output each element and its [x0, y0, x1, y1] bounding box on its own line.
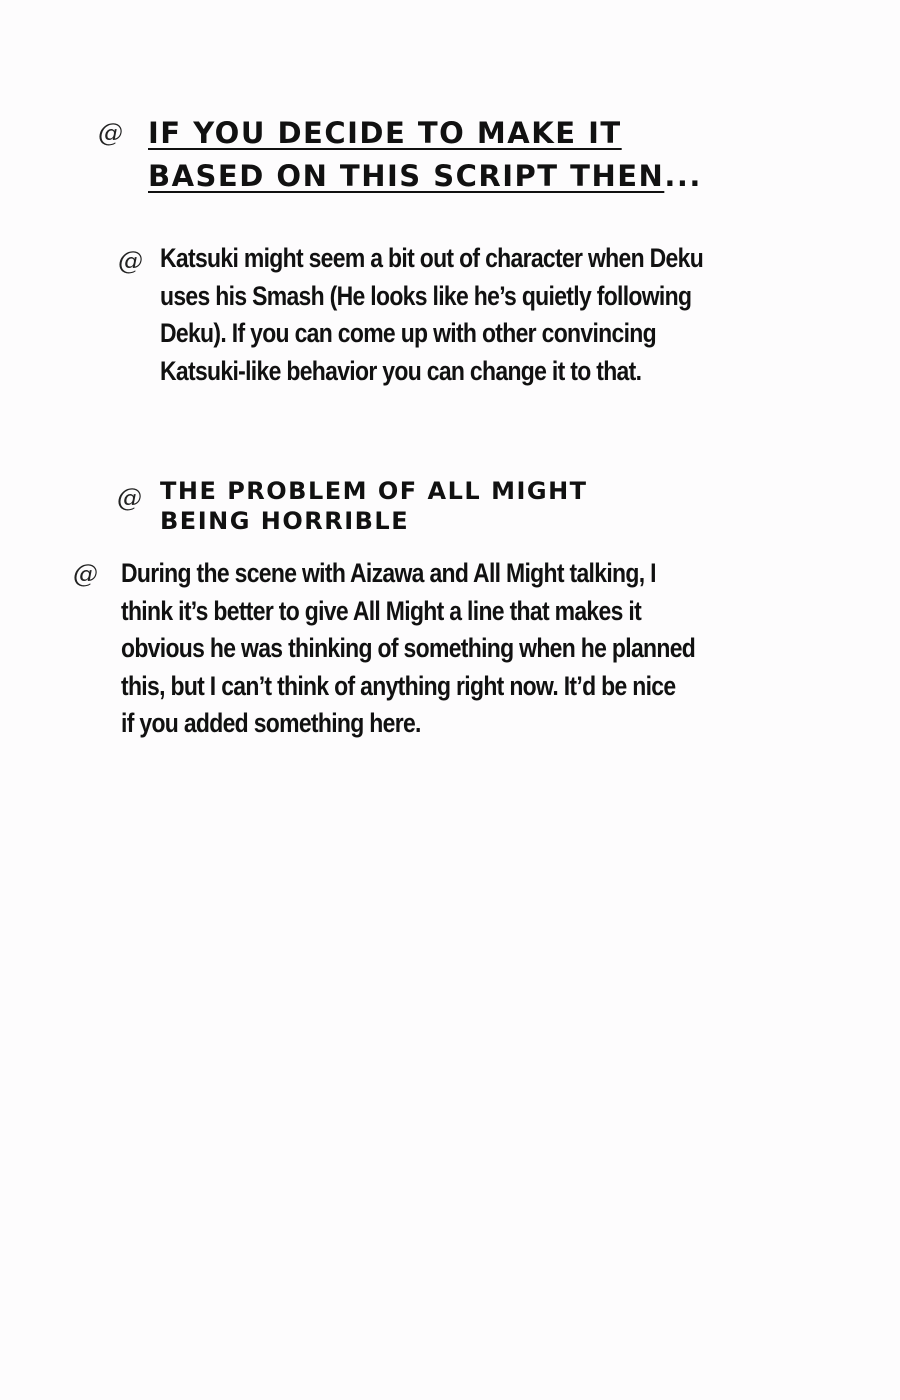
- heading-line: [148, 155, 702, 198]
- at-bullet-icon: @: [98, 118, 123, 147]
- section-heading-all-might: [160, 476, 588, 536]
- heading-ellipsis: ...: [664, 159, 702, 193]
- heading-line-underlined: BASED ON THIS SCRIPT THEN: [148, 159, 665, 193]
- note-line: Katsuki-like behavior you can change it to that.: [160, 355, 642, 386]
- at-bullet-icon: @: [73, 559, 98, 588]
- note-katsuki: [160, 240, 703, 390]
- note-line: uses his Smash (He looks like he’s quietly following: [160, 280, 692, 311]
- note-line: think it’s better to give All Might a line that makes it: [121, 595, 642, 626]
- note-all-might: [121, 555, 695, 743]
- note-line: Katsuki might seem a bit out of character when Deku: [160, 243, 704, 273]
- at-bullet-icon: @: [117, 483, 142, 512]
- heading-line: IF YOU DECIDE TO MAKE IT: [148, 116, 622, 150]
- section-heading-script: [148, 112, 702, 198]
- note-line: if you added something here.: [121, 708, 421, 738]
- note-line: obvious he was thinking of something when he planned: [121, 633, 696, 663]
- heading-line: THE PROBLEM OF ALL MIGHT: [160, 477, 588, 505]
- note-line: this, but I can’t think of anything right now. It’d be nice: [121, 670, 676, 701]
- at-bullet-icon: @: [118, 246, 143, 275]
- note-line: Deku). If you can come up with other convincing: [160, 318, 656, 348]
- heading-line: BEING HORRIBLE: [160, 507, 410, 535]
- note-line: During the scene with Aizawa and All Might talking, I: [121, 558, 656, 588]
